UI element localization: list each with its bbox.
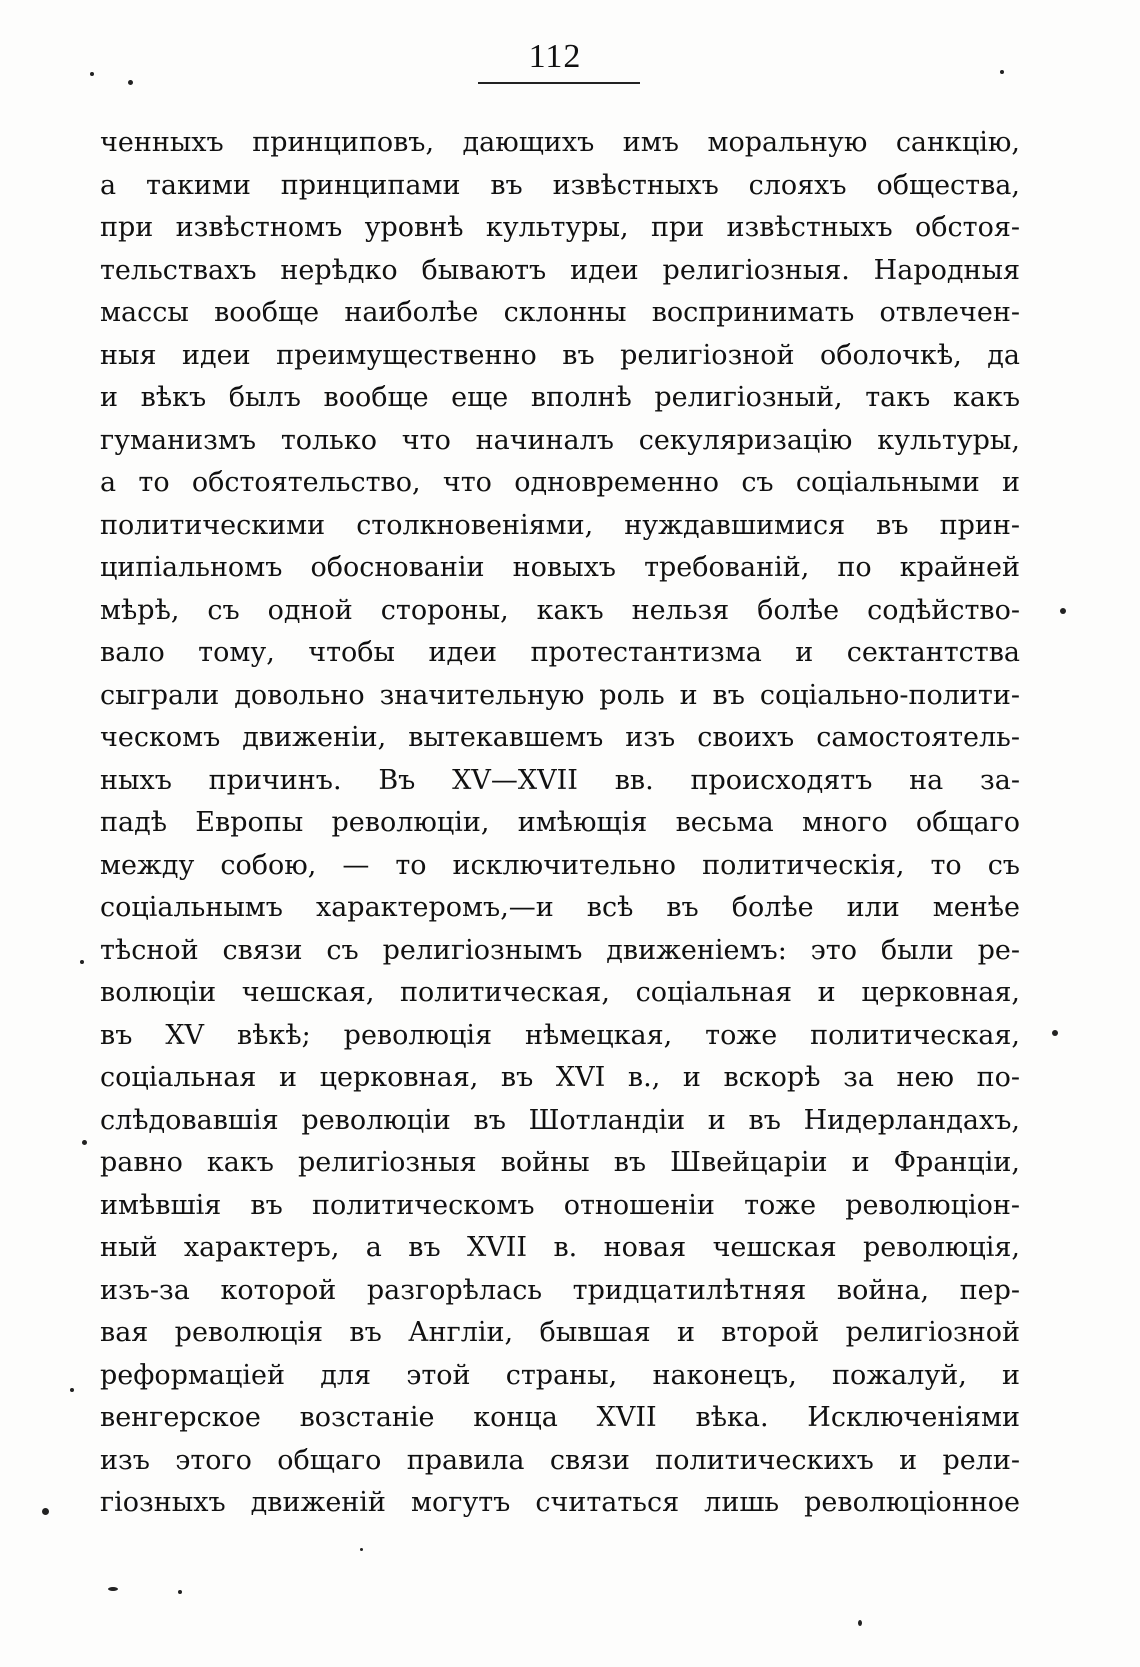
scan-speck (70, 1388, 74, 1392)
text-line: а то обстоятельство, что одновременно съ соціальными и (100, 467, 1020, 498)
body-text (100, 122, 1020, 1525)
scan-speck (1000, 70, 1004, 74)
scan-speck (128, 80, 133, 85)
text-line: имѣвшія въ политическомъ отношеніи тоже революціон- (100, 1189, 1020, 1221)
text-line: гіозныхъ движеній могутъ считаться лишь революціонное (100, 1487, 1020, 1518)
scan-speck (1052, 1030, 1058, 1036)
page-number-rule (478, 82, 640, 84)
text-line: тѣсной связи съ религіознымъ движеніемъ: это были ре- (100, 934, 1020, 966)
text-line: гуманизмъ только что начиналъ секуляризацію культуры, (100, 424, 1020, 456)
scan-speck (42, 1508, 49, 1515)
text-line: падѣ Европы революціи, имѣющія весьма много общаго (100, 807, 1020, 838)
text-line: волюціи чешская, политическая, соціальная и церковная, (100, 977, 1020, 1008)
text-line: венгерское возстаніе конца XVII вѣка. Исключеніями (100, 1402, 1020, 1433)
text-line: въ XV вѣкѣ; революція нѣмецкая, тоже политическая, (100, 1019, 1020, 1051)
scan-speck (360, 1548, 363, 1551)
text-line: а такими принципами въ извѣстныхъ слояхъ общества, (100, 169, 1020, 201)
page-number: 112 (528, 38, 582, 75)
text-line: массы вообще наиболѣе склонны воспринимать отвлечен- (100, 297, 1020, 328)
text-line: соціальная и церковная, въ XVI в., и вскорѣ за нею по- (100, 1062, 1020, 1093)
text-line: вая революція въ Англіи, бывшая и второй религіозной (100, 1317, 1020, 1348)
scan-speck (108, 1587, 118, 1591)
scan-speck (858, 1620, 862, 1626)
scan-speck (82, 1140, 87, 1145)
scan-speck (80, 960, 84, 964)
text-line: ныхъ причинъ. Въ XV—XVII вв. происходятъ на за- (100, 764, 1020, 796)
text-line: слѣдовавшія революціи въ Шотландіи и въ Нидерландахъ, (100, 1104, 1020, 1136)
text-line: ципіальномъ обоснованіи новыхъ требованій, по крайней (100, 552, 1020, 583)
text-line: тельствахъ нерѣдко бываютъ идеи религіозныя. Народныя (100, 254, 1020, 286)
text-line: изъ-за которой разгорѣлась тридцатилѣтняя война, пер- (100, 1274, 1020, 1306)
text-line: при извѣстномъ уровнѣ культуры, при извѣстныхъ обстоя- (100, 212, 1020, 243)
text-line: соціальнымъ характеромъ,—и всѣ въ болѣе или менѣе (100, 892, 1020, 923)
text-line: мѣрѣ, съ одной стороны, какъ нельзя болѣе содѣйство- (100, 594, 1020, 626)
scan-speck (178, 1590, 182, 1594)
text-line: и вѣкъ былъ вообще еще вполнѣ религіозный, такъ какъ (100, 382, 1020, 413)
text-line: ченныхъ принциповъ, дающихъ имъ моральную санкцію, (100, 127, 1020, 158)
text-line: вало тому, чтобы идеи протестантизма и сектантства (100, 637, 1020, 668)
text-line: ный характеръ, а въ XVII в. новая чешская революція, (100, 1232, 1020, 1263)
text-line: равно какъ религіозныя войны въ Швейцаріи и Франціи, (100, 1147, 1020, 1178)
text-line: ныя идеи преимущественно въ религіозной оболочкѣ, да (100, 339, 1020, 371)
scan-speck (90, 72, 94, 76)
scan-speck (1060, 608, 1066, 614)
text-line: политическими столкновеніями, нуждавшимися въ прин- (100, 509, 1020, 541)
text-line: реформаціей для этой страны, наконецъ, пожалуй, и (100, 1359, 1020, 1391)
text-line: между собою, — то исключительно политическія, то съ (100, 849, 1020, 881)
text-line: сыграли довольно значительную роль и въ соціально-полити- (100, 679, 1020, 711)
text-line: ческомъ движеніи, вытекавшемъ изъ своихъ самостоятель- (100, 722, 1020, 753)
text-line: изъ этого общаго правила связи политическихъ и рели- (100, 1444, 1020, 1476)
